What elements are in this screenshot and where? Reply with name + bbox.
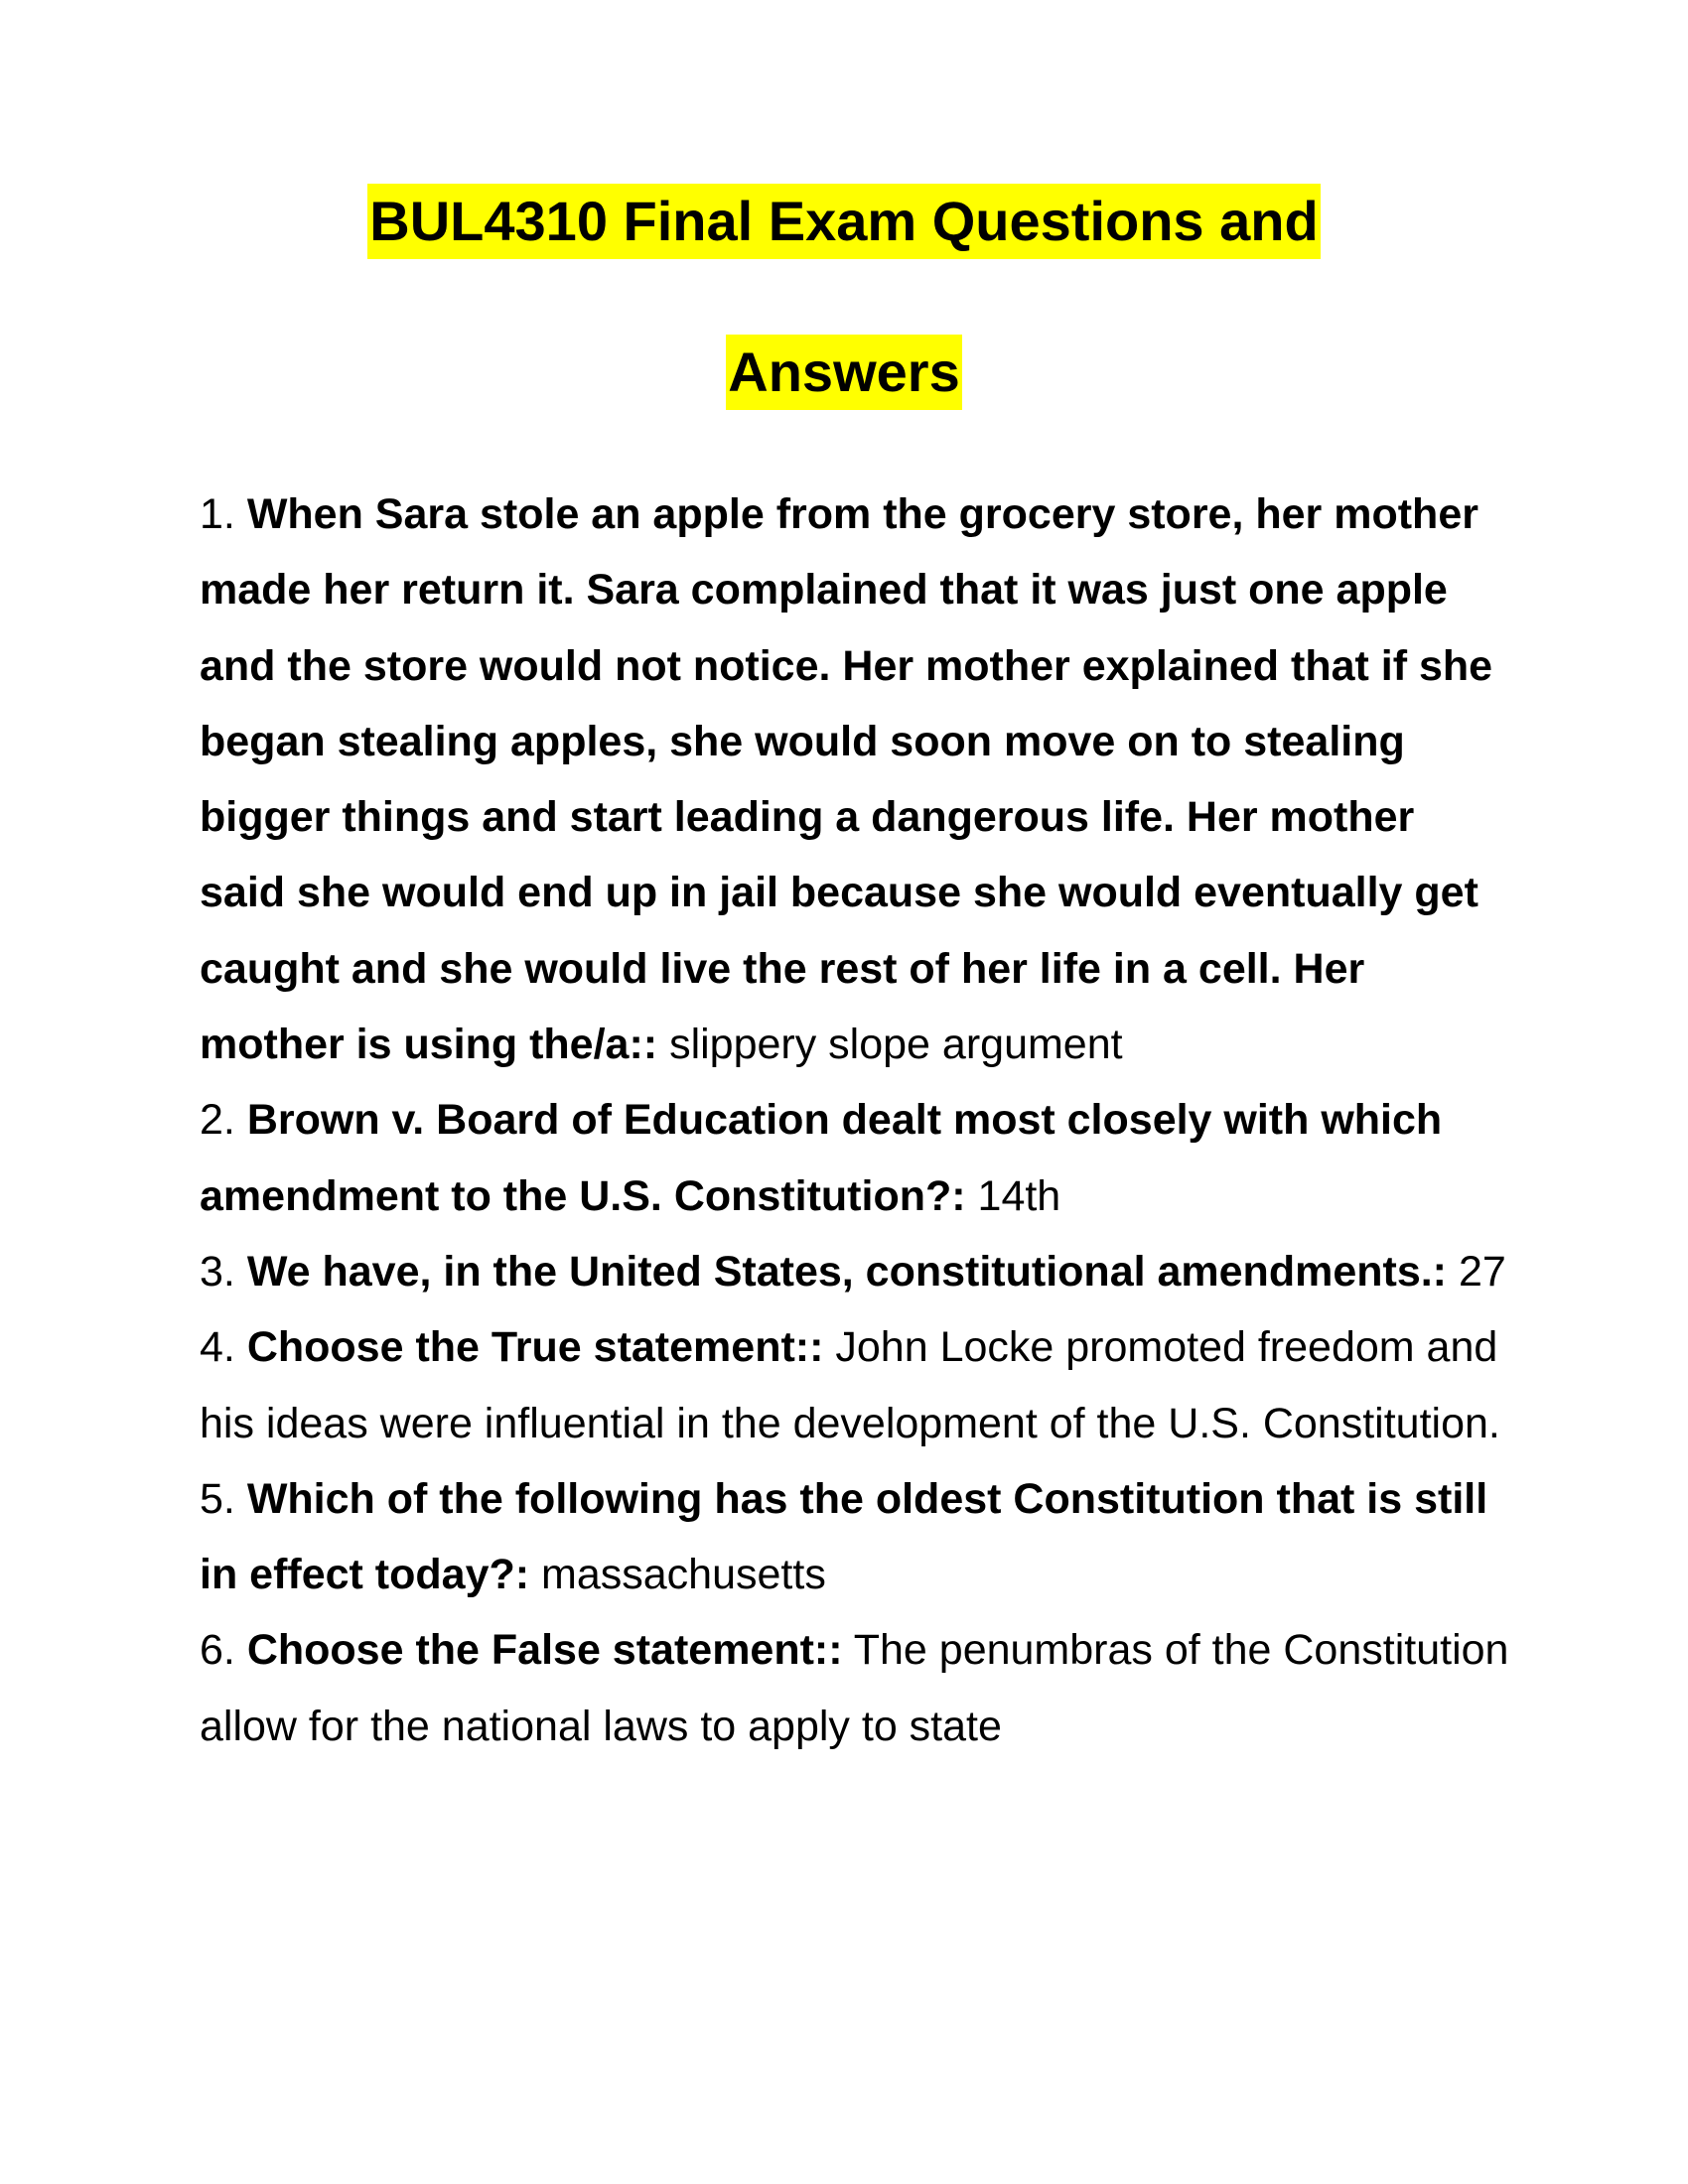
- question-text: Choose the True statement::: [246, 1323, 824, 1372]
- qa-list: [200, 477, 1510, 1764]
- qa-item-6: [200, 1612, 1510, 1764]
- qa-item-2: [200, 1082, 1510, 1234]
- item-number: 2.: [200, 1096, 235, 1145]
- question-text: When Sara stole an apple from the grocery store, her mother made her return it. Sara complained that it was just one apple and the store would not notice. Her mother explained that if she began stealing apples, she would soon move on to stealing bigger things and start leading a dangerous life. Her mother said she would end up in jail because she would eventually get caught and she would live the rest of her life in a cell. Her mother is using the/a::: [200, 490, 1493, 1069]
- answer-text: John Locke promoted freedom and his ideas were influential in the development of the U.S. Constitution.: [200, 1323, 1500, 1447]
- title-line-1: BUL4310 Final Exam Questions and: [367, 184, 1320, 259]
- item-number: 1.: [200, 490, 235, 538]
- qa-item-5: [200, 1461, 1510, 1613]
- qa-item-3: [200, 1234, 1510, 1309]
- question-text: We have, in the United States, constitutional amendments.:: [246, 1247, 1448, 1296]
- question-text: Which of the following has the oldest Constitution that is still in effect today?:: [200, 1474, 1488, 1599]
- question-text: Brown v. Board of Education dealt most closely with which amendment to the U.S. Constitution?:: [200, 1096, 1443, 1220]
- answer-text: 14th: [977, 1171, 1061, 1220]
- answer-text: massachusetts: [541, 1551, 826, 1599]
- answer-text: 27: [1458, 1247, 1506, 1296]
- item-number: 6.: [200, 1626, 235, 1675]
- question-text: Choose the False statement::: [246, 1626, 843, 1675]
- qa-item-1: [200, 477, 1510, 1082]
- answer-text: The penumbras of the Constitution allow for the national laws to apply to state: [200, 1626, 1509, 1750]
- title-line-2: Answers: [726, 335, 961, 410]
- document-title: [0, 184, 1688, 410]
- answer-text: slippery slope argument: [669, 1021, 1123, 1069]
- item-number: 5.: [200, 1474, 235, 1523]
- item-number: 4.: [200, 1323, 235, 1372]
- item-number: 3.: [200, 1247, 235, 1296]
- qa-item-4: [200, 1309, 1510, 1461]
